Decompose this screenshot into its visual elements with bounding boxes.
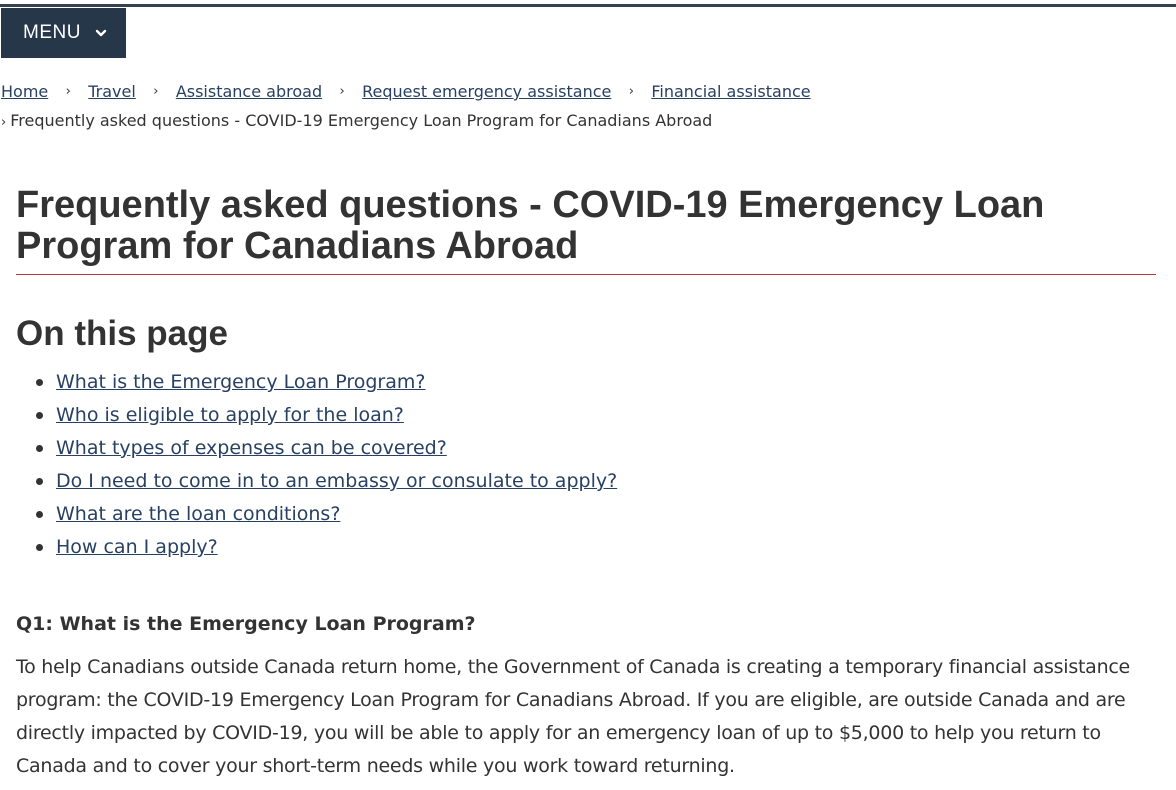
chevron-right-icon: ›	[65, 84, 71, 99]
breadcrumb-link-request-emergency-assistance[interactable]: Request emergency assistance	[362, 82, 612, 101]
q1-heading: Q1: What is the Emergency Loan Program?	[16, 613, 476, 635]
toc-item	[56, 465, 617, 498]
toc-item	[56, 432, 617, 465]
toc-heading: On this page	[16, 314, 228, 353]
toc-item	[56, 498, 617, 531]
bullet-icon	[36, 412, 43, 419]
title-underline	[16, 274, 1156, 275]
chevron-right-icon: ›	[1, 115, 7, 130]
bullet-icon	[36, 379, 43, 386]
toc-link-what-is[interactable]: What is the Emergency Loan Program?	[56, 371, 426, 393]
breadcrumb-link-travel[interactable]: Travel	[88, 82, 136, 101]
toc-link-embassy[interactable]: Do I need to come in to an embassy or consulate to apply?	[56, 470, 618, 492]
breadcrumb-link-financial-assistance[interactable]: Financial assistance	[651, 82, 811, 101]
chevron-right-icon: ›	[153, 84, 159, 99]
bullet-icon	[36, 478, 43, 485]
toc-link-conditions[interactable]: What are the loan conditions?	[56, 503, 341, 525]
breadcrumb-link-assistance-abroad[interactable]: Assistance abroad	[175, 82, 323, 101]
menu-label: MENU	[23, 22, 81, 43]
chevron-right-icon: ›	[628, 84, 634, 99]
breadcrumb	[1, 80, 1171, 135]
q1-answer: To help Canadians outside Canada return home, the Government of Canada is creating a temporary financial assistance program: the COVID-19 Emergency Loan Program for Canadians Abroad. If you are eligible, are outside Canada and are directly impacted by COVID-19, you will be able to apply for an emergency loan of up to $5,000 to help you return to Canada and to cover your short-term needs while you work toward returning.	[16, 656, 1130, 777]
toc-link-eligible[interactable]: Who is eligible to apply for the loan?	[56, 404, 404, 426]
top-rule	[0, 4, 1176, 7]
toc-item	[56, 399, 617, 432]
toc-item	[56, 531, 617, 564]
chevron-down-icon	[95, 27, 107, 39]
menu-button[interactable]	[1, 8, 126, 58]
page-title: Frequently asked questions - COVID-19 Emergency Loan Program for Canadians Abroad	[16, 184, 1045, 267]
toc-item	[56, 366, 617, 399]
toc-list	[16, 366, 617, 564]
bullet-icon	[36, 445, 43, 452]
bullet-icon	[36, 511, 43, 518]
bullet-icon	[36, 544, 43, 551]
breadcrumb-current: Frequently asked questions - COVID-19 Emergency Loan Program for Canadians Abroad	[10, 111, 713, 130]
toc-link-expenses[interactable]: What types of expenses can be covered?	[56, 437, 447, 459]
chevron-right-icon: ›	[339, 84, 345, 99]
breadcrumb-link-home[interactable]: Home	[1, 82, 49, 101]
toc-link-how-apply[interactable]: How can I apply?	[56, 536, 218, 558]
